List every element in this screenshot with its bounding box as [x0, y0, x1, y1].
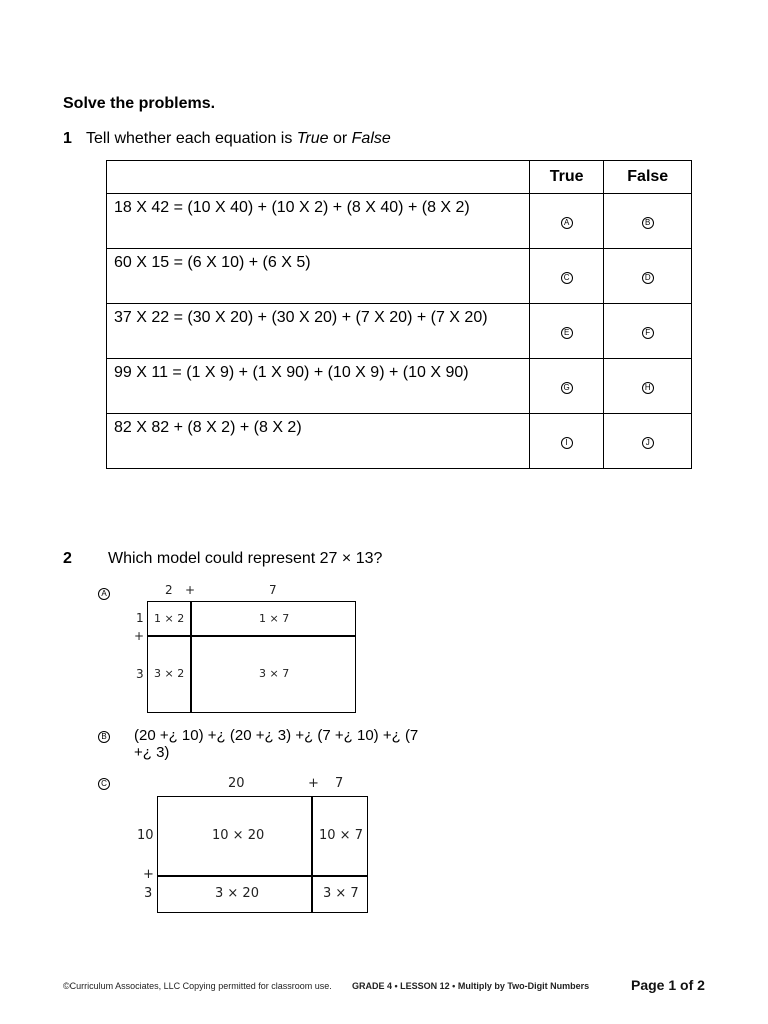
model-c-cell: 10 × 7 [319, 828, 363, 843]
true-option-cell[interactable] [529, 359, 604, 414]
table-row [107, 249, 692, 304]
false-column-header: False [604, 161, 692, 194]
equation-cell: 37 X 22 = (30 X 20) + (30 X 20) + (7 X 20) + (7 X 20) [107, 304, 530, 359]
answer-bubble[interactable]: D [642, 272, 654, 284]
table-row [107, 414, 692, 469]
answer-bubble[interactable]: I [561, 437, 573, 449]
answer-bubble[interactable]: G [561, 382, 573, 394]
answer-bubble[interactable]: J [642, 437, 654, 449]
true-option-cell[interactable] [529, 414, 604, 469]
model-a-side-plus: + [134, 629, 145, 643]
question-2-text: Which model could represent 27 × 13? [108, 550, 383, 567]
model-a-cell: 3 × 7 [259, 667, 290, 680]
model-c-horizontal-divider [157, 875, 368, 877]
model-a-side-bottom-label: 3 [136, 667, 144, 681]
equation-cell: 18 X 42 = (10 X 40) + (10 X 2) + (8 X 40) + (8 X 2) [107, 194, 530, 249]
option-a-bubble[interactable]: A [98, 588, 110, 600]
option-b-bubble[interactable]: B [98, 731, 110, 743]
model-a-vertical-divider [190, 601, 192, 712]
model-a-top-left-label: 2 [165, 583, 173, 597]
option-c-bubble[interactable]: C [98, 778, 110, 790]
false-option-cell[interactable] [604, 249, 692, 304]
option-b-line-2: +¿ 3) [134, 744, 170, 761]
true-option-cell[interactable] [529, 249, 604, 304]
question-1-text: Tell whether each equation is True or False [86, 130, 391, 147]
true-false-table [106, 160, 692, 469]
equation-column-header [107, 161, 530, 194]
footer-lesson-info: GRADE 4 • LESSON 12 • Multiply by Two-Digit Numbers [352, 981, 590, 991]
table-row [107, 304, 692, 359]
true-word: True [296, 130, 329, 147]
question-2-number: 2 [63, 550, 72, 567]
model-a-side-top-label: 1 [136, 611, 144, 625]
equation-cell: 99 X 11 = (1 X 9) + (1 X 90) + (10 X 9) + (10 X 90) [107, 359, 530, 414]
model-a-top-plus: + [185, 583, 196, 597]
true-option-cell[interactable] [529, 304, 604, 359]
model-a-top-right-label: 7 [269, 583, 277, 597]
false-option-cell[interactable] [604, 304, 692, 359]
model-c-top-left-label: 20 [228, 776, 245, 791]
page-number: Page 1 of 2 [631, 977, 705, 993]
model-c-cell: 3 × 20 [215, 886, 259, 901]
footer-copyright: ©Curriculum Associates, LLC Copying permitted for classroom use. [63, 981, 332, 991]
answer-bubble[interactable]: F [642, 327, 654, 339]
table-header-row [107, 161, 692, 194]
model-c-side-top-label: 10 [137, 828, 154, 843]
answer-bubble[interactable]: B [642, 217, 654, 229]
false-option-cell[interactable] [604, 359, 692, 414]
model-a-horizontal-divider [147, 635, 356, 637]
model-c-top-right-label: 7 [335, 776, 344, 791]
true-column-header: True [529, 161, 604, 194]
option-b-line-1: (20 +¿ 10) +¿ (20 +¿ 3) +¿ (7 +¿ 10) +¿ (7 [134, 727, 419, 744]
table-row [107, 359, 692, 414]
equation-cell: 60 X 15 = (6 X 10) + (6 X 5) [107, 249, 530, 304]
question-1-number: 1 [63, 130, 72, 147]
equation-cell: 82 X 82 + (8 X 2) + (8 X 2) [107, 414, 530, 469]
model-c-vertical-divider [311, 796, 313, 913]
model-c-side-plus: + [143, 867, 154, 882]
true-option-cell[interactable] [529, 194, 604, 249]
false-option-cell[interactable] [604, 194, 692, 249]
table-row [107, 194, 692, 249]
model-a-cell: 1 × 7 [259, 612, 290, 625]
model-c-top-plus: + [308, 776, 319, 791]
answer-bubble[interactable]: E [561, 327, 573, 339]
model-a-cell: 1 × 2 [154, 612, 185, 625]
answer-bubble[interactable]: H [642, 382, 654, 394]
answer-bubble[interactable]: A [561, 217, 573, 229]
model-c-cell: 10 × 20 [212, 828, 265, 843]
page-heading: Solve the problems. [63, 95, 216, 112]
false-option-cell[interactable] [604, 414, 692, 469]
model-c-side-bottom-label: 3 [144, 886, 153, 901]
model-c-cell: 3 × 7 [323, 886, 359, 901]
false-word: False [351, 130, 391, 147]
model-a-cell: 3 × 2 [154, 667, 185, 680]
option-b-expression [134, 727, 418, 761]
answer-bubble[interactable]: C [561, 272, 573, 284]
